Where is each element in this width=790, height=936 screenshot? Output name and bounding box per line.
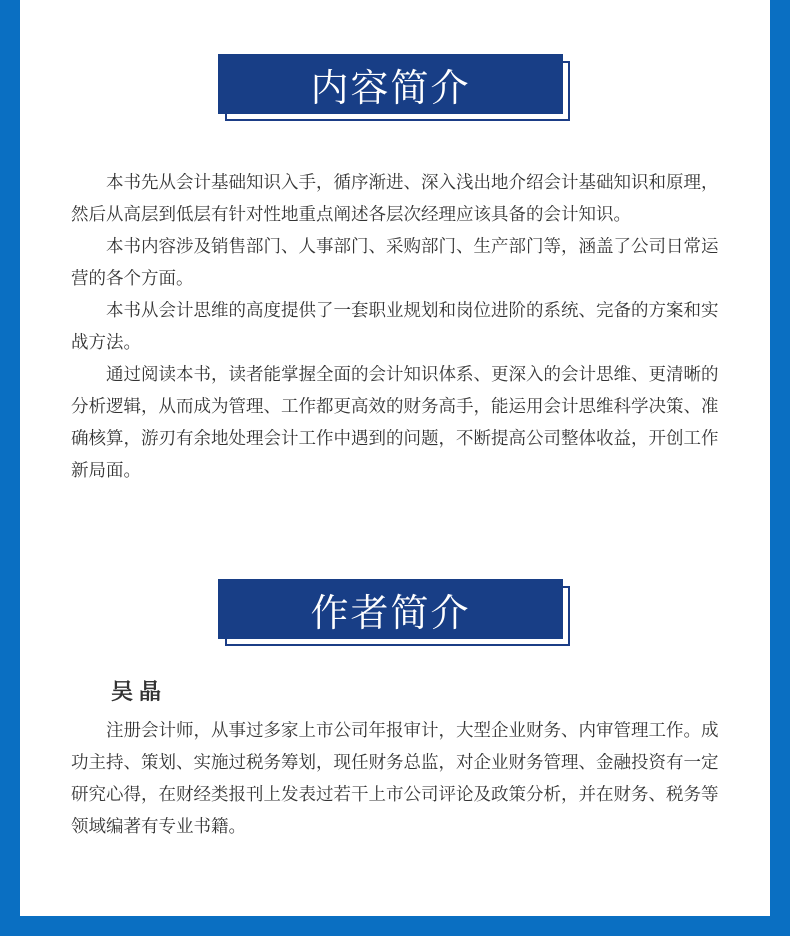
section-banner-content-intro xyxy=(218,54,570,121)
author-paragraph: 注册会计师，从事过多家上市公司年报审计，大型企业财务、内审管理工作。成功主持、策划、实施过税务筹划，现任财务总监，对企业财务管理、金融投资有一定研究心得，在财经类报刊上发表过若干上市公司评论及政策分析，并在财务、税务等领域编著有专业书籍。 xyxy=(71,721,719,837)
content-intro-text xyxy=(71,167,719,487)
content-page xyxy=(20,0,770,916)
section-banner-author-intro xyxy=(218,579,570,646)
author-name: 吴晶 xyxy=(111,680,168,705)
intro-paragraph: 通过阅读本书，读者能掌握全面的会计知识体系、更深入的会计思维、更清晰的分析逻辑，从而成为管理、工作都更高效的财务高手，能运用会计思维科学决策、准确核算，游刃有余地处理会计工作中遇到的问题，不断提高公司整体收益，开创工作新局面。 xyxy=(71,365,719,481)
intro-paragraph: 本书从会计思维的高度提供了一套职业规划和岗位进阶的系统、完备的方案和实战方法。 xyxy=(71,301,719,353)
section-title-author-intro: 作者简介 xyxy=(218,579,563,639)
intro-paragraph: 本书先从会计基础知识入手，循序渐进、深入浅出地介绍会计基础知识和原理，然后从高层到低层有针对性地重点阐述各层次经理应该具备的会计知识。 xyxy=(71,173,719,225)
intro-paragraph: 本书内容涉及销售部门、人事部门、采购部门、生产部门等，涵盖了公司日常运营的各个方面。 xyxy=(71,237,719,289)
author-intro-text xyxy=(71,715,719,843)
section-title-content-intro: 内容简介 xyxy=(218,54,563,114)
